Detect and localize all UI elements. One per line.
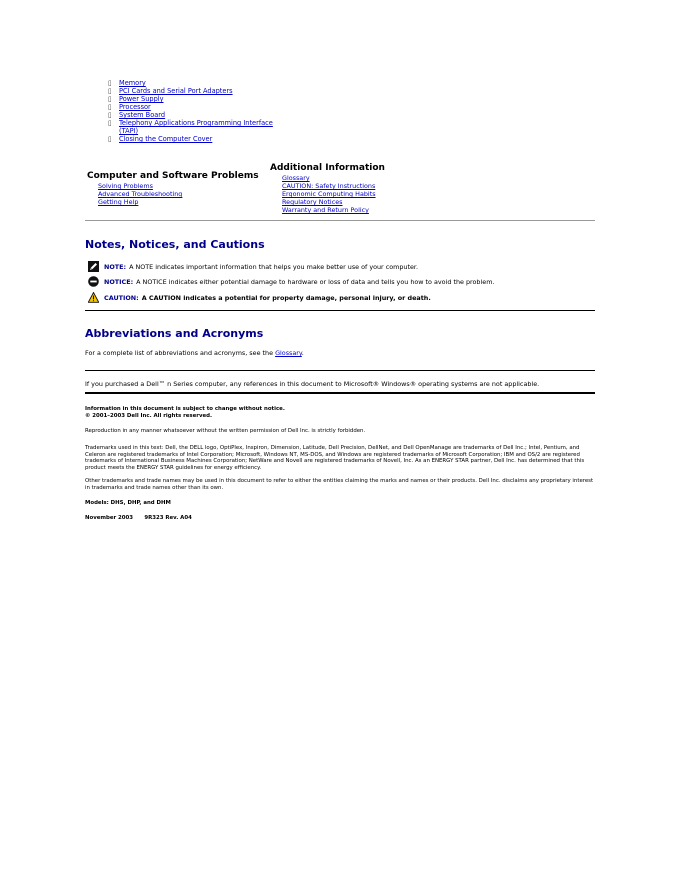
bullet-icon: ▯	[108, 79, 112, 87]
divider	[85, 392, 595, 394]
caution-label: CAUTION:	[104, 293, 139, 302]
list-item	[108, 103, 278, 111]
link-safety-instructions[interactable]: CAUTION: Safety Instructions	[282, 182, 376, 190]
right-column-links	[282, 174, 376, 214]
list-item	[108, 111, 278, 119]
link-system-board[interactable]: System Board	[119, 111, 166, 119]
notice-row	[88, 276, 494, 287]
link-tapi[interactable]: Telephony Applications Programming Interface (TAPI)	[119, 119, 273, 135]
copyright-line: © 2001–2003 Dell Inc. All rights reserved.	[85, 412, 213, 419]
list-item	[282, 198, 376, 206]
abbrev-text-after: .	[301, 349, 304, 357]
change-notice-line: Information in this document is subject to change without notice.	[85, 406, 285, 412]
notice-stop-icon	[88, 276, 99, 287]
note-row	[88, 261, 418, 272]
link-processor[interactable]: Processor	[119, 103, 151, 111]
change-notice	[85, 406, 595, 419]
bullet-icon: ▯	[108, 119, 112, 127]
list-item	[282, 206, 376, 214]
part-number: 9R323 Rev. A04	[144, 515, 192, 521]
revision-date: November 2003	[85, 515, 134, 521]
abbrev-section-title: Abbreviations and Acronyms	[85, 327, 264, 340]
list-item	[282, 174, 376, 182]
link-power-supply[interactable]: Power Supply	[119, 95, 164, 103]
list-item	[282, 182, 376, 190]
divider	[85, 310, 595, 311]
bullet-icon: ▯	[108, 95, 112, 103]
other-trademarks-text: Other trademarks and trade names may be used in this document to refer to either the entities claiming the marks and names or their products. Dell Inc. disclaims any proprietary interest in trademarks and trade names other than its own.	[85, 478, 594, 491]
pencil-note-icon	[88, 261, 99, 272]
note-text: A NOTE indicates important information that helps you make better use of your computer.	[129, 262, 418, 271]
bullet-icon: ▯	[108, 135, 112, 143]
link-pci-cards[interactable]: PCI Cards and Serial Port Adapters	[119, 87, 233, 95]
models-text: Models: DHS, DHP, and DHM	[85, 500, 171, 506]
link-memory[interactable]: Memory	[119, 79, 146, 87]
bullet-icon: ▯	[108, 87, 112, 95]
link-glossary-inline[interactable]: Glossary	[275, 349, 302, 357]
divider	[85, 370, 595, 371]
notes-section-title: Notes, Notices, and Cautions	[85, 238, 265, 251]
left-column-heading: Computer and Software Problems	[87, 171, 259, 181]
list-item	[108, 135, 278, 143]
list-item	[108, 87, 278, 95]
bullet-icon: ▯	[108, 103, 112, 111]
reproduction-text: Reproduction in any manner whatsoever without the written permission of Dell Inc. is strictly forbidden.	[85, 428, 366, 434]
link-solving-problems[interactable]: Solving Problems	[98, 182, 153, 190]
section-link-list	[108, 79, 278, 143]
bullet-icon: ▯	[108, 111, 112, 119]
list-item	[98, 190, 182, 198]
notice-label: NOTICE:	[104, 277, 134, 286]
list-item	[108, 79, 278, 87]
trademarks-text: Trademarks used in this text: Dell, the DELL logo, OptiPlex, Inspiron, Dimension, Latitude, Dell Precision, DellNet, and Dell OpenManage are trademarks of Dell Inc.; Intel, Pentium, and Celeron are registered trademarks of Intel Corporation; Microsoft, Windows NT, MS-DOS, and Windows are registered trademarks of Microsoft Corporation; IBM and OS/2 are registered trademarks of International Business Machines Corporation; NetWare and Novell are registered trademarks of Novell, Inc. As an ENERGY STAR partner, Dell Inc. has determined that this product meets the ENERGY STAR guidelines for energy efficiency.	[85, 445, 585, 471]
list-item	[98, 182, 182, 190]
left-column-links	[98, 182, 182, 206]
caution-row	[88, 292, 431, 303]
series-note: If you purchased a Dell™ n Series computer, any references in this document to Microsoft® Windows® operating systems are not applicable.	[85, 380, 540, 388]
revision-line	[85, 515, 595, 522]
link-warranty[interactable]: Warranty and Return Policy	[282, 206, 369, 214]
note-label: NOTE:	[104, 262, 127, 271]
link-advanced-troubleshooting[interactable]: Advanced Troubleshooting	[98, 190, 183, 198]
link-closing-cover[interactable]: Closing the Computer Cover	[119, 135, 213, 143]
link-getting-help[interactable]: Getting Help	[98, 198, 139, 206]
link-ergonomic-habits[interactable]: Ergonomic Computing Habits	[282, 190, 376, 198]
notice-text: A NOTICE indicates either potential damage to hardware or loss of data and tells you how to avoid the problem.	[136, 277, 495, 286]
link-regulatory-notices[interactable]: Regulatory Notices	[282, 198, 343, 206]
caution-triangle-icon	[88, 292, 99, 303]
list-item	[108, 95, 278, 103]
caution-text: A CAUTION indicates a potential for property damage, personal injury, or death.	[141, 293, 431, 302]
abbrev-text-before: For a complete list of abbreviations and acronyms, see the	[85, 349, 276, 357]
right-column-heading: Additional Information	[270, 163, 385, 173]
divider	[85, 220, 595, 221]
list-item	[98, 198, 182, 206]
list-item	[282, 190, 376, 198]
abbrev-paragraph	[85, 349, 595, 357]
list-item	[108, 119, 278, 135]
link-glossary[interactable]: Glossary	[282, 174, 310, 182]
